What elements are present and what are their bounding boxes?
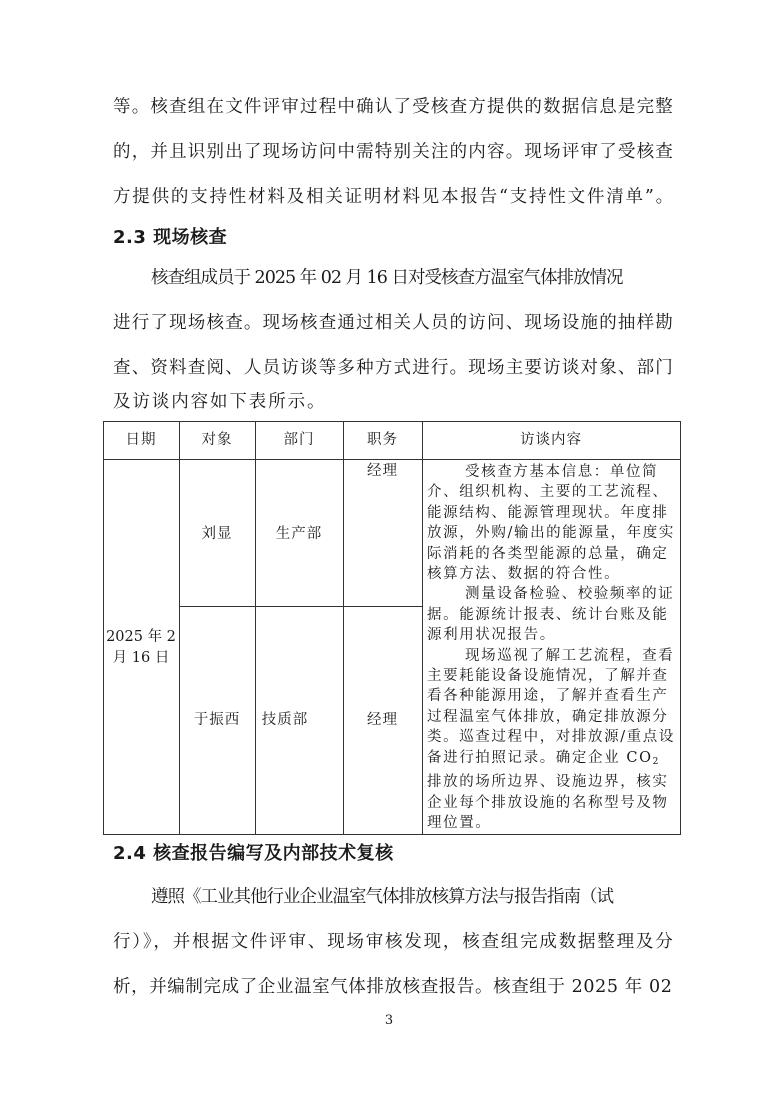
table-col-divider [179,421,180,835]
row2-person: 于振西 [193,712,241,728]
co2-subscript: 2 [652,756,660,767]
table-col-divider [422,421,423,835]
table-row-divider [179,606,422,607]
table-col-divider [343,421,344,835]
table-border-top [103,421,681,422]
date-line-1: 2025 年 2 [106,629,176,645]
content-paragraph-2: 测量设备检验、校验频率的证据。能源统计报表、统计台账及能源利用状况报告。 [427,586,675,644]
header-position: 职务 [367,432,398,448]
section-2-4-heading: 2.4 核查报告编写及内部技术复核 [113,843,394,864]
header-person: 对象 [201,432,233,448]
intro-line-3: 方提供的支持性材料及相关证明材料见本报告“支持性文件清单”。 [113,187,675,207]
table-border-bottom [103,834,681,835]
intro-line-2: 的，并且识别出了现场访问中需特别关注的内容。现场评审了受核查 [113,142,674,162]
interview-content [427,462,677,833]
table-header-divider [103,459,681,460]
section-2-3-line-3: 查、资料查阅、人员访谈等多种方式进行。现场主要访谈对象、部门 [113,358,674,378]
content-p3-before: 现场巡视了解工艺流程，查看主要耗能设备设施情况，了解并查看各种能源用途，了解并查看生产过程温室气体排放，确定排放源分类。巡查过程中，对排放源/重点设备进行拍照记录。确定企业 CO [427,647,675,766]
table-col-divider [255,421,256,835]
content-paragraph-1: 受核查方基本信息：单位简介、组织机构、主要的工艺流程、能源结构、能源管理现状。年度排放源，外购/输出的能源量，年度实际消耗的各类型能源的总量，确定核算方法、数据的符合性。 [427,464,675,583]
page-number: 3 [384,1013,394,1028]
section-2-3-heading: 2.3 现场核查 [113,227,228,248]
content-paragraph-3 [427,646,677,834]
row2-position: 经理 [367,712,398,728]
header-content: 访谈内容 [520,432,582,448]
row1-person: 刘显 [201,526,233,542]
section-2-4-line-2: 行）》，并根据文件评审、现场审核发现，核查组完成数据整理及分 [113,932,675,952]
row1-department: 生产部 [275,526,323,542]
section-2-3-line-4: 及访谈内容如下表所示。 [113,392,327,412]
section-2-4-line-3: 析，并编制完成了企业温室气体排放核查报告。核查组于 2025 年 02 [113,977,673,997]
table-border-right [680,421,681,835]
section-2-3-line-2: 进行了现场核查。现场核查通过相关人员的访问、现场设施的抽样勘 [113,313,674,333]
header-date: 日期 [125,432,157,448]
content-p3-after: 排放的场所边界、设施边界，核实企业每个排放设施的名称型号及物理位置。 [427,774,669,831]
header-department: 部门 [283,432,315,448]
row1-position: 经理 [367,463,398,479]
section-2-3-line-1: 核查组成员于 2025 年 02 月 16 日对受核查方温室气体排放情况 [151,268,623,288]
date-line-2: 月 16 日 [112,650,170,666]
intro-line-1: 等。核查组在文件评审过程中确认了受核查方提供的数据信息是完整 [113,97,674,117]
row2-department: 技质部 [261,712,309,728]
section-2-4-line-1: 遵照《工业其他行业企业温室气体排放核算方法与报告指南（试 [151,887,613,907]
